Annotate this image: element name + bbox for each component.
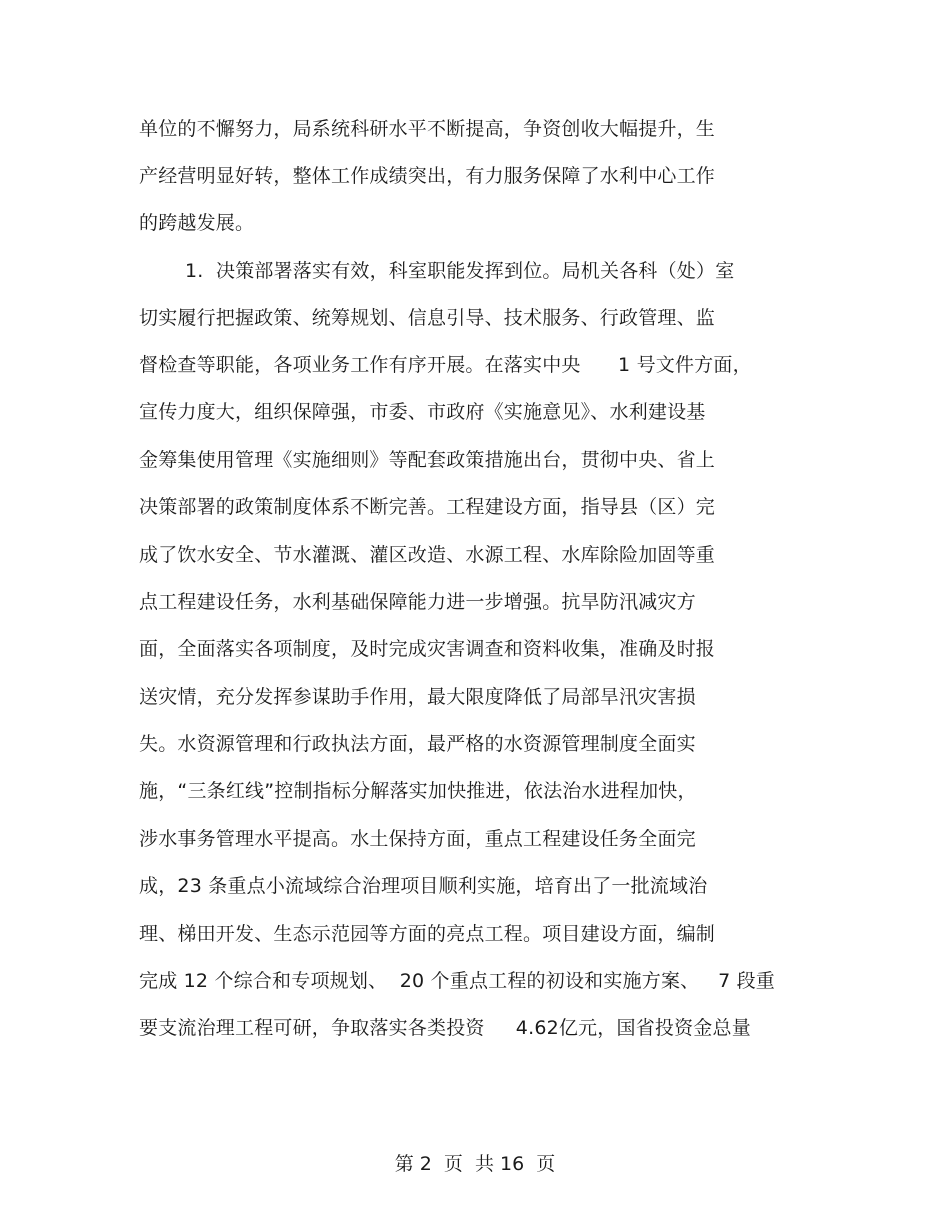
- paragraph-line: 切实履行把握政策、统筹规划、信息引导、技术服务、行政管理、监: [139, 307, 716, 329]
- paragraph-line: 决策部署的政策制度体系不断完善。工程建设方面，指导县（区）完: [139, 496, 716, 518]
- paragraph-line: 涉水事务管理水平提高。水土保持方面，重点工程建设任务全面完: [139, 828, 696, 850]
- page-number-footer: 第 2 页 共 16 页: [394, 1153, 556, 1175]
- paragraph-line: 理、梯田开发、生态示范园等方面的亮点工程。项目建设方面，编制: [139, 923, 716, 945]
- paragraph-line: 产经营明显好转，整体工作成绩突出，有力服务保障了水利中心工作: [139, 165, 716, 187]
- paragraph-line: 金筹集使用管理《实施细则》等配套政策措施出台，贯彻中央、省上: [139, 449, 716, 471]
- paragraph-line: 成了饮水安全、节水灌溉、灌区改造、水源工程、水库除险加固等重: [139, 544, 716, 566]
- paragraph-line: 施，“三条红线”控制指标分解落实加快推进，依法治水进程加快，: [139, 780, 697, 802]
- paragraph-line: 失。水资源管理和行政执法方面，最严格的水资源管理制度全面实: [139, 733, 696, 755]
- paragraph-line: 点工程建设任务，水利基础保障能力进一步增强。抗旱防汛减灾方: [139, 591, 696, 613]
- paragraph-line: 送灾情，充分发挥参谋助手作用，最大限度降低了局部旱汛灾害损: [139, 686, 696, 708]
- paragraph-line: 完成 12 个综合和专项规划、 20 个重点工程的初设和实施方案、 7 段重: [139, 970, 775, 992]
- paragraph-line: 成，23 条重点小流域综合治理项目顺利实施，培育出了一批流域治: [139, 875, 708, 897]
- paragraph-line: 宣传力度大，组织保障强，市委、市政府《实施意见》、水利建设基: [139, 401, 706, 423]
- paragraph-line: 要支流治理工程可研，争取落实各类投资 4.62亿元，国省投资金总量: [139, 1017, 751, 1039]
- paragraph-line: 单位的不懈努力，局系统科研水平不断提高，争资创收大幅提升，生: [139, 118, 716, 140]
- paragraph-line: 督检查等职能，各项业务工作有序开展。在落实中央 1 号文件方面，: [139, 354, 752, 376]
- paragraph-line: 1. 决策部署落实有效，科室职能发挥到位。局机关各科（处）室: [185, 260, 735, 282]
- paragraph-line: 面，全面落实各项制度，及时完成灾害调查和资料收集，准确及时报: [139, 638, 716, 660]
- paragraph-line: 的跨越发展。: [139, 212, 255, 234]
